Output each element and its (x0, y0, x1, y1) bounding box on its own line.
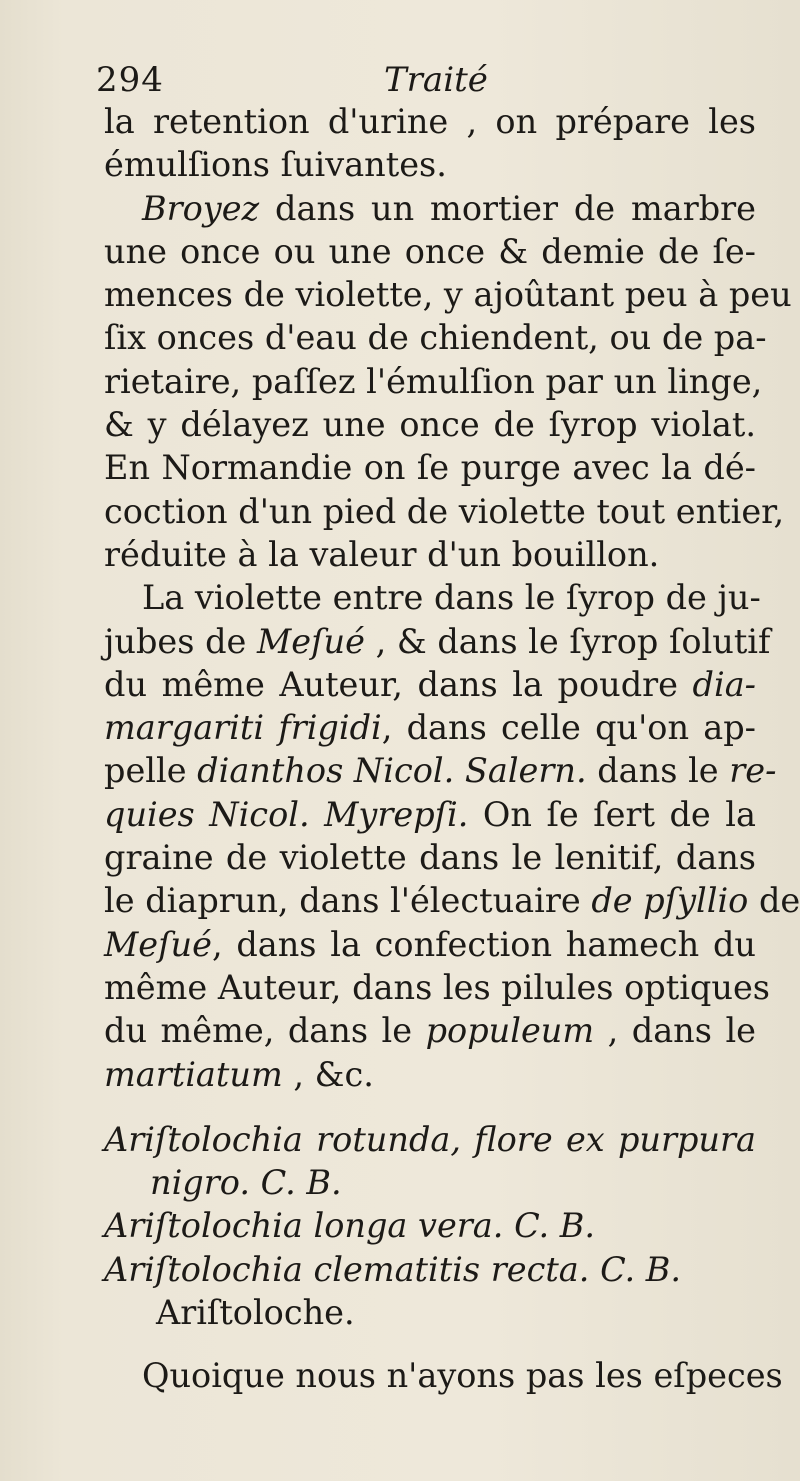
text-line: même Auteur, dans les pilules optiques (104, 967, 770, 1007)
body-text (104, 100, 800, 1398)
text-line (104, 706, 756, 749)
text-line (104, 663, 756, 706)
italic-word: Broyez (142, 188, 260, 228)
text-line: En Normandie on ſe purge avec la dé- (104, 448, 756, 488)
text-line (104, 879, 800, 922)
text-line: émulſions ſuivantes. (104, 145, 447, 185)
text-span: , dans le (594, 1011, 756, 1051)
italic-span: martiatum (104, 1054, 283, 1094)
text-line: la retention d'urine , on prépare les (104, 102, 756, 141)
synonym-line: Ariſtolochia rotunda, flore ex purpura (104, 1119, 756, 1159)
italic-span: margariti frigidi (104, 708, 382, 748)
text-span: dans le (586, 751, 730, 791)
text-line: La violette entre dans le ſyrop de ju- (142, 578, 761, 618)
text-line (104, 620, 771, 663)
italic-span: populeum (425, 1011, 595, 1051)
section-gap (104, 1096, 756, 1118)
italic-span: de pſyllio (591, 881, 749, 921)
text-span: jubes de (104, 621, 257, 661)
text-span: du même, dans le (104, 1011, 426, 1051)
italic-span: re- (729, 751, 777, 791)
page-header (96, 58, 696, 102)
text-span: le diaprun, dans l'électuaire (104, 881, 592, 921)
page-number: 294 (96, 60, 164, 100)
text-line: & y délayez une once de ſyrop violat. (104, 405, 756, 445)
text-line: une once ou une once & demie de ſe- (104, 231, 756, 271)
text-span: , &c. (282, 1054, 374, 1094)
text-span: , dans la confection hamech du (211, 924, 756, 964)
synonym-line: nigro. C. B. (150, 1163, 342, 1203)
text-line (104, 1053, 756, 1096)
running-title: Traité (384, 60, 488, 100)
italic-span: dia- (692, 664, 756, 704)
text-line: graine de violette dans le lenitif, dans (104, 838, 756, 878)
text-line: ſix onces d'eau de chiendent, ou de pa- (104, 318, 767, 358)
synonym-line: Ariſtolochia longa vera. C. B. (104, 1206, 596, 1246)
text-span: , dans celle qu'on ap- (381, 708, 757, 748)
text-line: Quoique nous n'ayons pas les eſpeces (142, 1356, 783, 1396)
text-line (104, 1009, 756, 1052)
text-line (104, 749, 777, 792)
text-line (104, 187, 756, 230)
text-line (104, 793, 756, 836)
text-span: de (748, 881, 800, 921)
text-line (104, 923, 756, 966)
text-line: réduite à la valeur d'un bouillon. (104, 534, 660, 574)
italic-span: Meſué (104, 924, 212, 964)
text-line: coction d'un pied de violette tout entier, (104, 491, 785, 531)
italic-span: Meſué (257, 621, 365, 661)
text-span: , & dans le ſyrop ſolutif (364, 621, 771, 661)
text-span: pelle (104, 751, 198, 791)
text-line: mences de violette, y ajoûtant peu à peu (104, 275, 792, 315)
italic-span: dianthos Nicol. Salern. (197, 751, 587, 791)
plant-name: Ariſtoloche. (156, 1293, 355, 1333)
text-span: On ſe ſert de la (468, 794, 756, 834)
text-span: du même Auteur, dans la poudre (104, 664, 693, 704)
synonym-line: Ariſtolochia clematitis recta. C. B. (104, 1249, 682, 1289)
text-span: dans un mortier de marbre (259, 188, 756, 228)
text-line: rietaire, paſſez l'émulſion par un linge, (104, 361, 763, 401)
italic-span: quies Nicol. Myrepſi. (104, 794, 469, 834)
